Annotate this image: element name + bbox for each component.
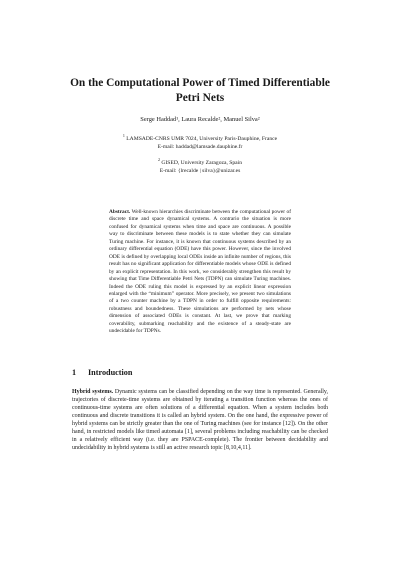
affiliation-line: LAMSADE-CNRS UMR 7024, University Paris-Dauphine, France — [126, 135, 278, 142]
author-list: Serge Haddad¹, Laura Recalde², Manuel Silva² — [140, 116, 260, 123]
section-number: 1 — [72, 368, 77, 377]
intro-paragraph — [72, 388, 328, 452]
paragraph-text: Dynamic systems can be classified depending on the way time is represented. Generally, trajectories of discrete-time systems are obtained by iterating a transition function whereas the ones of continuous-time systems are often solutions of a differential equation. When a system includes both continuous and discrete transitions it is called an hybrid system. On the one hand, the expressive power of hybrid systems can be strictly greater than the one of Turing machines (see for instance [12]). On the other hand, in restricted models like timed automata [1], several problems including reachability can be checked in a relatively efficient way (i.e. they are PSPACE-complete). The frontier between decidability and undecidability in hybrid systems is still an active research topic [8,10,4,11]. — [72, 389, 328, 452]
affiliation-mark: 1 — [122, 133, 125, 138]
abstract-text: Well-known hierarchies discriminate between the computational power of discrete time and space dynamical systems. A contrario the situation is more confused for dynamical systems when time and space are continuous. A possible way to discriminate between these models is to state whether they can simulate Turing machine. For instance, it is known that continuous systems described by an ordinary differential equation (ODE) have this power. However, since the involved ODE is defined by overlapping local ODEs inside an infinite number of regions, this result has no significant application for differentiable models whose ODE is defined by an explicit representation. In this work, we considerably strengthen this result by showing that Time Differentiable Petri Nets (TDPN) can simulate Turing machines. Indeed the ODE ruling this model is expressed by an explicit linear expression enlarged with the “minimum” operator. More precisely, we present two simulations of a two counter machine by a TDPN in order to fulfill opposite requirements: robustness and boundedness. These simulations are performed by nets whose dimension of associated ODEs is constant. At last, we prove that marking coverability, submarking reachability and the existence of a steady-state are undecidable for TDPNs. — [109, 209, 291, 335]
section-heading — [72, 368, 132, 377]
affiliation-1 — [70, 132, 330, 151]
affiliation-line: GISED, University Zaragoza, Spain — [161, 159, 243, 166]
affiliation-email: E-mail: haddad@lamsade.dauphine.fr — [157, 143, 243, 150]
affiliation-mark: 2 — [157, 157, 160, 162]
paper-title: On the Computational Power of Timed Differentiable Petri Nets — [70, 77, 330, 104]
paragraph-label: Hybrid systems. — [72, 389, 114, 395]
affiliation-2 — [70, 156, 330, 175]
section-title: Introduction — [88, 368, 133, 377]
abstract — [109, 209, 291, 336]
abstract-label: Abstract. — [109, 209, 131, 215]
affiliation-email: E-mail: {lrecalde | silva}@unizar.es — [159, 167, 241, 174]
